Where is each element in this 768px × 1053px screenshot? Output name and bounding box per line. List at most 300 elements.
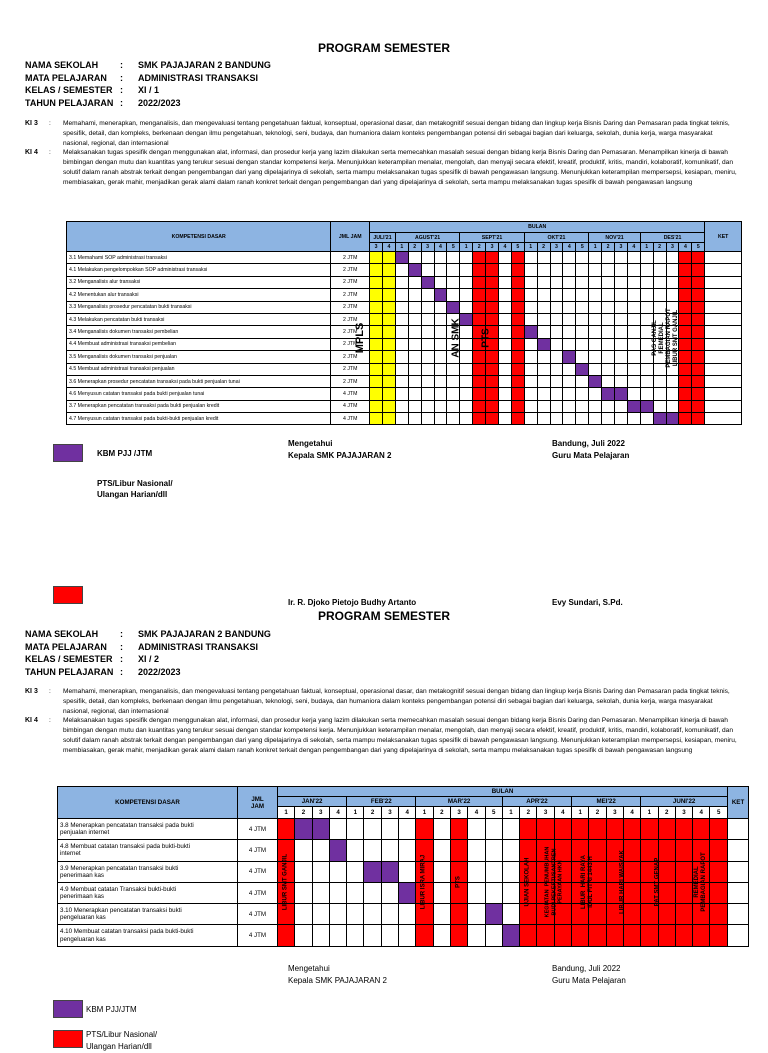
kd-cell: 3.1 Memahami SOP administrasi transaksi — [67, 252, 331, 264]
week-cell — [537, 351, 550, 363]
info-value: XI / 2 — [138, 654, 160, 664]
week-cell — [640, 400, 653, 412]
week-cell — [395, 252, 408, 264]
week-cell — [576, 276, 589, 288]
week-header: 4 — [498, 243, 511, 252]
week-cell — [370, 400, 383, 412]
week-cell — [486, 375, 499, 387]
week-cell — [395, 313, 408, 325]
week-cell — [434, 252, 447, 264]
jml-jam-cell: 2 JTM — [331, 252, 370, 264]
week-cell — [421, 276, 434, 288]
week-header: 5 — [576, 243, 589, 252]
week-cell — [498, 301, 511, 313]
week-cell — [382, 313, 395, 325]
week-cell — [460, 276, 473, 288]
week-cell — [511, 264, 524, 276]
week-header: 4 — [399, 807, 416, 819]
week-cell — [381, 861, 398, 882]
week-cell — [498, 338, 511, 350]
week-cell — [537, 276, 550, 288]
week-header: 4 — [679, 243, 692, 252]
ket-cell — [705, 252, 742, 264]
jml-jam-cell: 2 JTM — [331, 276, 370, 288]
week-cell — [295, 840, 312, 861]
week-header: 1 — [395, 243, 408, 252]
info-label: KELAS / SEMESTER — [25, 654, 113, 664]
week-cell — [692, 375, 705, 387]
week-cell — [602, 276, 615, 288]
block-label: LIBUR HARI WAISYAK — [619, 849, 626, 914]
week-cell — [498, 400, 511, 412]
week-cell — [399, 819, 416, 840]
week-cell — [370, 338, 383, 350]
jml-jam-header: JML JAM — [331, 222, 370, 252]
legend-kbm-swatch — [53, 444, 83, 462]
week-cell — [679, 276, 692, 288]
week-cell — [563, 388, 576, 400]
week-cell — [468, 882, 485, 903]
week-cell — [640, 276, 653, 288]
week-cell — [498, 264, 511, 276]
bulan-header: BULAN — [370, 222, 705, 233]
week-cell — [679, 289, 692, 301]
ki3-label: KI 3 — [25, 688, 38, 695]
week-cell — [653, 388, 666, 400]
week-cell — [347, 925, 364, 946]
page1-schedule-table — [66, 221, 742, 425]
jml-jam-cell: 4 JTM — [238, 925, 278, 946]
week-cell — [511, 351, 524, 363]
week-cell — [312, 840, 329, 861]
week-cell — [653, 375, 666, 387]
ket-cell — [705, 413, 742, 425]
week-cell — [381, 819, 398, 840]
week-cell — [679, 326, 692, 338]
week-cell — [433, 840, 450, 861]
week-cell — [524, 363, 537, 375]
week-cell — [589, 363, 602, 375]
week-cell — [421, 413, 434, 425]
week-cell — [421, 363, 434, 375]
ket-cell — [705, 338, 742, 350]
jml-jam-cell: 2 JTM — [331, 289, 370, 301]
week-cell — [473, 351, 486, 363]
week-cell — [614, 301, 627, 313]
week-cell — [692, 413, 705, 425]
week-cell — [524, 264, 537, 276]
ket-cell — [728, 861, 749, 882]
week-cell — [498, 351, 511, 363]
block-label: LIBUR ISRA MIRAJ — [420, 854, 427, 910]
week-cell — [460, 351, 473, 363]
week-cell — [395, 351, 408, 363]
week-cell — [347, 840, 364, 861]
week-cell — [524, 338, 537, 350]
week-cell — [576, 375, 589, 387]
block-label: REMEDIAL PEMBAGIAN RAPOT — [693, 852, 707, 912]
week-cell — [524, 276, 537, 288]
week-cell — [395, 338, 408, 350]
kd-header: KOMPETENSI DASAR — [67, 222, 331, 252]
page2-info: NAMA SEKOLAH : SMK PAJAJARAN 2 BANDUNG MATA PELAJARAN : ADMINISTRASI TRANSAKSI KELAS / SEMESTER : XI / 2 TAHUN PELAJARAN : 2022/2023 — [25, 629, 271, 677]
week-cell — [563, 252, 576, 264]
week-header: 3 — [370, 243, 383, 252]
week-cell — [627, 276, 640, 288]
week-cell — [692, 363, 705, 375]
week-cell — [382, 326, 395, 338]
week-cell — [486, 264, 499, 276]
week-cell — [554, 925, 571, 946]
week-cell — [675, 925, 692, 946]
week-cell — [434, 363, 447, 375]
ket-header: KET — [705, 222, 742, 252]
week-cell — [602, 388, 615, 400]
week-header: 3 — [450, 807, 467, 819]
week-cell — [399, 861, 416, 882]
page2-ki: KI 3 : Memahami, menerapkan, menganalisis, dan mengevaluasi tentang pengetahuan faktual, konseptual, operasional dasar, dan metakognitif sesuai dengan bidang dan lingkup kerja Bisnis Daring dan Pemasaran pada tingkat teknis, spesifik, detail, dan kompleks, berkenaan dengan ilmu pengetahuan, teknologi, seni, budaya, dan humaniora dalam konteks pengembangan potensi diri sebagai bagian dari keluarga, sekolah, dunia kerja, warga masyarakat nasional, regional, dan internasional KI 4 : Melaksanakan tugas spesifik dengan menggunakan alat, informasi, dan prosedur kerja yang lazim dilakukan serta memecahkan masalah sesuai dengan bidang kerja Bisnis Daring dan Pemasaran. Menampilkan kinerja di bawah bimbingan dengan mutu dan kuantitas yang terukur sesuai dengan standar kompetensi kerja. Menunjukkan keterampilan menalar, mengolah, dan menyaji secara efektif, kreatif, produktif, kritis, mandiri, kolaboratif, komunikatif, dan solutif dalam ranah abstrak terkait dengan pengembangan dari yang dipelajarinya di sekolah, serta mampu melaksanakan tugas spesifik di bawah pengawasan langsung. Menunjukkan keterampilan mempersepsi, kesiapan, meniru, membiasakan, gerak mahir, menjadikan gerak alami dalam ranah konkret terkait dengan pengembangan dari yang dipelajarinya di sekolah, serta mampu melaksanakan tugas spesifik di bawah pengawasan langsung — [25, 687, 740, 756]
ki4-label: KI 4 — [25, 717, 38, 725]
week-header: 3 — [666, 243, 679, 252]
week-cell — [710, 840, 728, 861]
week-cell — [312, 925, 329, 946]
week-cell — [589, 351, 602, 363]
week-header: 3 — [675, 807, 692, 819]
week-cell — [395, 264, 408, 276]
page2-sign-right — [552, 963, 626, 987]
week-cell — [433, 925, 450, 946]
week-cell — [433, 904, 450, 925]
week-header: 3 — [537, 807, 554, 819]
week-cell — [666, 375, 679, 387]
week-cell — [395, 301, 408, 313]
week-cell — [710, 861, 728, 882]
week-cell — [447, 289, 460, 301]
week-cell — [370, 388, 383, 400]
week-cell — [520, 904, 537, 925]
week-cell — [468, 840, 485, 861]
week-header: 3 — [312, 807, 329, 819]
month-header: NOV'21 — [589, 233, 641, 243]
week-cell — [524, 252, 537, 264]
week-cell — [692, 301, 705, 313]
week-cell — [576, 351, 589, 363]
week-cell — [460, 400, 473, 412]
week-cell — [563, 413, 576, 425]
week-cell — [381, 882, 398, 903]
week-cell — [627, 413, 640, 425]
ket-cell — [705, 289, 742, 301]
week-cell — [329, 840, 346, 861]
legend-kbm-swatch — [53, 1000, 83, 1018]
month-header: OKT'21 — [524, 233, 588, 243]
week-cell — [640, 264, 653, 276]
week-cell — [675, 819, 692, 840]
week-cell — [485, 840, 502, 861]
jml-jam-cell: 4 JTM — [331, 413, 370, 425]
week-cell — [606, 925, 623, 946]
week-cell — [614, 363, 627, 375]
ket-cell — [728, 925, 749, 946]
week-cell — [627, 264, 640, 276]
page1-ki: KI 3 : Memahami, menerapkan, menganalisis, dan mengevaluasi tentang pengetahuan faktual, konseptual, operasional dasar, dan metakognitif sesuai dengan bidang dan lingkup kerja Bisnis Daring dan Pemasaran pada tingkat teknis, spesifik, detail, dan kompleks, berkenaan dengan ilmu pengetahuan, teknologi, seni, budaya, dan humaniora dalam konteks pengembangan potensi diri sebagai bagian dari keluarga, sekolah, dunia kerja, warga masyarakat nasional, regional, dan internasional KI 4 : Melaksanakan tugas spesifik dengan menggunakan alat, informasi, dan prosedur kerja yang lazim dilakukan serta memecahkan masalah sesuai dengan bidang kerja Bisnis Daring dan Pemasaran. Menampilkan kinerja di bawah bimbingan dengan mutu dan kuantitas yang terukur sesuai dengan standar kompetensi kerja. Menunjukkan keterampilan menalar, mengolah, dan menyaji secara efektif, kreatif, produktif, kritis, mandiri, kolaboratif, komunikatif, dan solutif dalam ranah abstrak terkait dengan pengembangan dari yang dipelajarinya di sekolah, serta mampu melaksanakan tugas spesifik di bawah pengawasan langsung. Menunjukkan keterampilan mempersepsi, kesiapan, meniru, membiasakan, gerak mahir, menjadikan gerak alami dalam ranah konkret terkait dengan pengembangan dari yang dipelajarinya di sekolah, serta mampu melaksanakan tugas spesifik di bawah pengawasan langsung — [25, 119, 740, 188]
week-cell — [364, 904, 381, 925]
month-header: DES'21 — [640, 233, 705, 243]
week-cell — [447, 413, 460, 425]
week-cell — [576, 363, 589, 375]
week-cell — [606, 819, 623, 840]
week-cell — [486, 363, 499, 375]
week-header: 2 — [537, 243, 550, 252]
week-cell — [421, 326, 434, 338]
week-cell — [675, 840, 692, 861]
week-cell — [347, 819, 364, 840]
week-cell — [537, 338, 550, 350]
week-cell — [329, 925, 346, 946]
week-header: 4 — [563, 243, 576, 252]
week-cell — [408, 301, 421, 313]
week-cell — [408, 351, 421, 363]
week-header: 3 — [606, 807, 623, 819]
week-header: 4 — [434, 243, 447, 252]
month-header: JULI'21 — [370, 233, 396, 243]
week-cell — [421, 252, 434, 264]
week-cell — [589, 338, 602, 350]
teacher-name: Evy Sundari, S.Pd. — [552, 598, 623, 607]
week-cell — [550, 400, 563, 412]
week-cell — [473, 375, 486, 387]
week-cell — [589, 289, 602, 301]
week-cell — [278, 819, 295, 840]
week-cell — [602, 400, 615, 412]
week-cell — [347, 861, 364, 882]
week-cell — [421, 400, 434, 412]
week-cell — [434, 276, 447, 288]
week-cell — [563, 326, 576, 338]
week-cell — [473, 363, 486, 375]
week-cell — [460, 375, 473, 387]
week-cell — [434, 313, 447, 325]
week-cell — [537, 264, 550, 276]
week-cell — [511, 313, 524, 325]
ket-cell — [705, 301, 742, 313]
week-cell — [675, 904, 692, 925]
week-cell — [692, 400, 705, 412]
week-header: 1 — [589, 243, 602, 252]
sign-teacher-title: Guru Mata Pelajaran — [552, 976, 626, 985]
week-cell — [434, 338, 447, 350]
sign-headmaster-title: Kepala SMK PAJAJARAN 2 — [288, 451, 392, 460]
week-cell — [364, 925, 381, 946]
month-header: SEPT'21 — [460, 233, 524, 243]
week-cell — [511, 301, 524, 313]
jml-jam-cell: 2 JTM — [331, 326, 370, 338]
week-cell — [370, 326, 383, 338]
week-cell — [520, 819, 537, 840]
week-cell — [550, 313, 563, 325]
week-header: 3 — [421, 243, 434, 252]
week-cell — [511, 338, 524, 350]
week-cell — [589, 413, 602, 425]
week-cell — [537, 363, 550, 375]
week-header: 1 — [524, 243, 537, 252]
week-cell — [623, 819, 640, 840]
week-header: 2 — [520, 807, 537, 819]
week-cell — [486, 313, 499, 325]
week-cell — [576, 301, 589, 313]
week-cell — [692, 276, 705, 288]
ket-cell — [705, 326, 742, 338]
week-header: 5 — [710, 807, 728, 819]
week-cell — [576, 400, 589, 412]
week-cell — [421, 338, 434, 350]
week-cell — [382, 276, 395, 288]
page2-title: PROGRAM SEMESTER — [317, 609, 450, 623]
ket-cell — [705, 351, 742, 363]
month-header: FEB'22 — [347, 797, 416, 807]
week-cell — [666, 276, 679, 288]
week-cell — [395, 289, 408, 301]
ket-cell — [705, 375, 742, 387]
week-cell — [502, 819, 519, 840]
week-cell — [486, 276, 499, 288]
week-cell — [408, 289, 421, 301]
week-cell — [421, 289, 434, 301]
week-cell — [602, 289, 615, 301]
week-header: 5 — [447, 243, 460, 252]
week-cell — [602, 375, 615, 387]
week-cell — [460, 388, 473, 400]
month-header: AGUST'21 — [395, 233, 459, 243]
week-cell — [675, 861, 692, 882]
week-header: 2 — [433, 807, 450, 819]
week-cell — [692, 264, 705, 276]
week-cell — [473, 301, 486, 313]
week-cell — [576, 289, 589, 301]
week-cell — [653, 276, 666, 288]
week-cell — [550, 264, 563, 276]
kd-cell: 4.10 Membuat catatan transaksi pada bukti-bukti pengeluaran kas — [58, 925, 238, 946]
week-cell — [485, 819, 502, 840]
week-cell — [473, 276, 486, 288]
week-cell — [589, 276, 602, 288]
week-cell — [395, 375, 408, 387]
week-cell — [563, 338, 576, 350]
week-header: 1 — [641, 807, 658, 819]
info-value: SMK PAJAJARAN 2 BANDUNG — [138, 629, 271, 639]
week-cell — [408, 326, 421, 338]
ket-header: KET — [728, 787, 749, 819]
kd-header: KOMPETENSI DASAR — [58, 787, 238, 819]
week-cell — [312, 861, 329, 882]
week-cell — [421, 301, 434, 313]
block-label: AN SMK — [450, 318, 462, 358]
week-cell — [312, 819, 329, 840]
week-cell — [434, 301, 447, 313]
week-cell — [434, 289, 447, 301]
week-cell — [498, 375, 511, 387]
ket-cell — [705, 313, 742, 325]
week-cell — [666, 400, 679, 412]
week-cell — [589, 819, 606, 840]
week-header: 5 — [485, 807, 502, 819]
week-cell — [473, 264, 486, 276]
week-cell — [370, 413, 383, 425]
week-cell — [679, 351, 692, 363]
week-cell — [520, 925, 537, 946]
week-cell — [382, 375, 395, 387]
legend-pts-label: PTS/Libur Nasional/ Ulangan Harian/dll — [97, 479, 173, 499]
week-cell — [666, 252, 679, 264]
bulan-header: BULAN — [278, 787, 728, 797]
week-cell — [614, 326, 627, 338]
week-cell — [295, 819, 312, 840]
ket-cell — [728, 904, 749, 925]
week-cell — [614, 252, 627, 264]
week-cell — [295, 904, 312, 925]
kd-cell: 3.2 Menganalisis alur transaksi — [67, 276, 331, 288]
week-cell — [589, 925, 606, 946]
week-cell — [460, 363, 473, 375]
week-cell — [447, 363, 460, 375]
week-cell — [498, 252, 511, 264]
week-cell — [614, 400, 627, 412]
week-cell — [421, 351, 434, 363]
week-cell — [460, 313, 473, 325]
week-cell — [675, 882, 692, 903]
info-value: ADMINISTRASI TRANSAKSI — [138, 72, 259, 83]
kd-cell: 4.6 Menyusun catatan transaksi pada bukti penjualan tunai — [67, 388, 331, 400]
ki3-text: Memahami, menerapkan, menganalisis, dan mengevaluasi tentang pengetahuan faktual, konseptual, operasional dasar, dan metakognitif sesuai dengan bidang dan lingkup kerja Bisnis Daring dan Pemasaran pada tingkat teknis, spesifik, detail, dan kompleks, berkenaan dengan ilmu pengetahuan, teknologi, seni, budaya, dan humaniora dalam konteks pengembangan potensi diri sebagai bagian dari keluarga, sekolah, dunia kerja, warga masyarakat nasional, regional, dan internasional — [63, 120, 730, 147]
week-cell — [486, 413, 499, 425]
week-cell — [416, 819, 433, 840]
week-cell — [395, 276, 408, 288]
week-cell — [498, 276, 511, 288]
week-cell — [710, 882, 728, 903]
week-cell — [589, 301, 602, 313]
page1-sign-right — [552, 438, 629, 462]
week-cell — [524, 301, 537, 313]
week-cell — [666, 289, 679, 301]
week-cell — [395, 363, 408, 375]
week-cell — [511, 326, 524, 338]
week-cell — [537, 252, 550, 264]
week-cell — [511, 363, 524, 375]
week-cell — [554, 819, 571, 840]
jml-jam-cell: 2 JTM — [331, 351, 370, 363]
week-cell — [653, 252, 666, 264]
week-header: 2 — [295, 807, 312, 819]
week-cell — [602, 326, 615, 338]
week-cell — [641, 904, 658, 925]
kd-cell: 3.6 Menerapkan prosedur pencatatan transaksi pada bukti penjualan tunai — [67, 375, 331, 387]
week-cell — [550, 338, 563, 350]
week-cell — [537, 326, 550, 338]
week-cell — [382, 388, 395, 400]
week-cell — [589, 313, 602, 325]
week-cell — [486, 252, 499, 264]
week-cell — [421, 388, 434, 400]
week-cell — [434, 375, 447, 387]
week-cell — [658, 925, 675, 946]
week-header: 2 — [658, 807, 675, 819]
kd-cell: 4.8 Membuat catatan transaksi pada bukti-bukti internet — [58, 840, 238, 861]
week-cell — [627, 301, 640, 313]
week-cell — [460, 326, 473, 338]
week-header: 3 — [486, 243, 499, 252]
week-header: 3 — [614, 243, 627, 252]
week-cell — [679, 363, 692, 375]
